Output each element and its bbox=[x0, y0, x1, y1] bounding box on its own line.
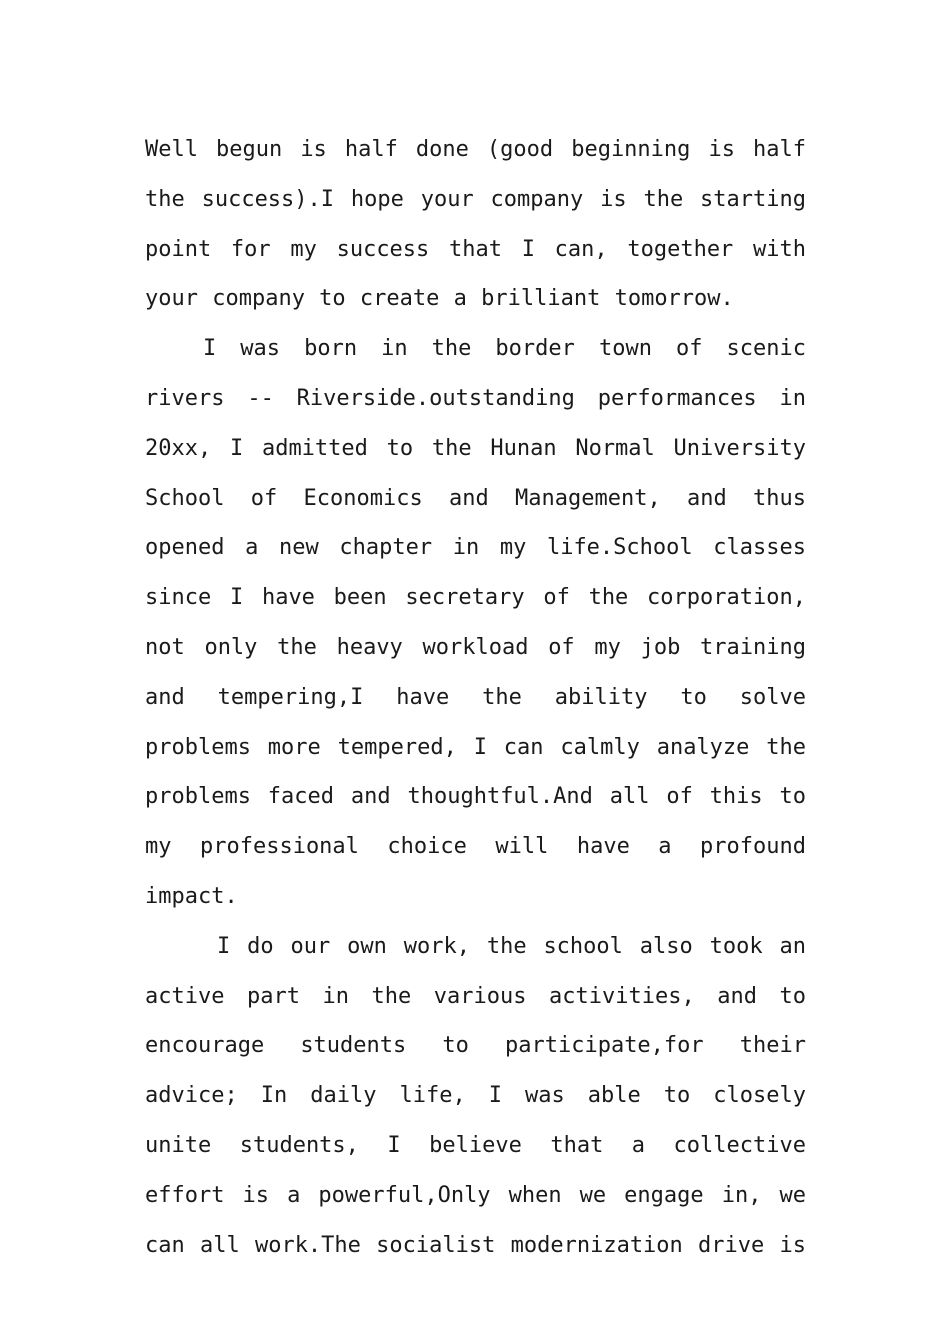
document-body bbox=[145, 125, 806, 1270]
paragraph-3: I do our own work, the school also took an active part in the various activities, and to encourage students to participate,for their advice; In daily life, I was able to closely unite students, I believe that a collective effort is a powerful,Only when we engage in, we can all work.The socialist modernization drive is bbox=[145, 933, 806, 1258]
paragraph-2: I was born in the border town of scenic rivers -- Riverside.outstanding performances in 20xx, I admitted to the Hunan Normal University School of Economics and Management, and thus opened a new chapter in my life.School classes since I have been secretary of the corporation, not only the heavy workload of my job training and tempering,I have the ability to solve problems more tempered, I can calmly analyze the problems faced and thoughtful.And all of this to my professional choice will have a profound impact. bbox=[145, 336, 806, 909]
paragraph-1: Well begun is half done (good beginning is half the success).I hope your company is the starting point for my success that I can, together with your company to create a brilliant tomorrow. bbox=[145, 137, 806, 312]
